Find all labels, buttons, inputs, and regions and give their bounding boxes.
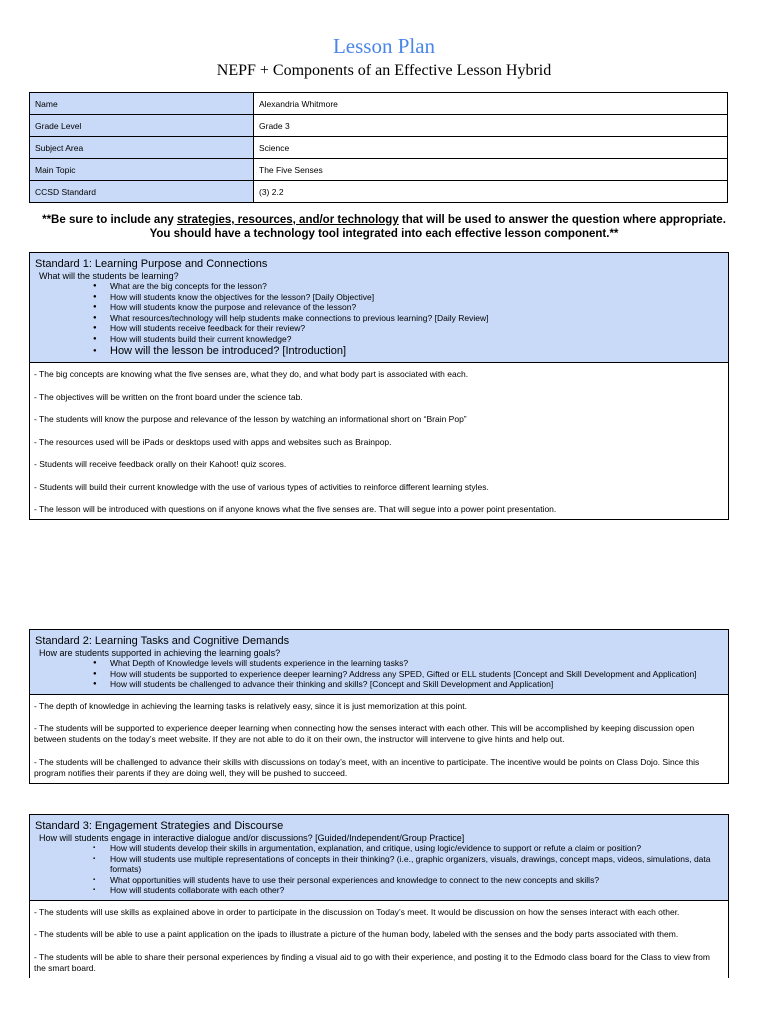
standard-3-section	[29, 814, 729, 978]
info-value: The Five Senses	[254, 159, 728, 181]
list-item: ● How will students know the objectives for the lesson? [Daily Objective]	[35, 292, 722, 303]
info-row-topic	[30, 159, 728, 181]
list-item: ● How will students know the purpose and relevance of the lesson?	[35, 302, 722, 313]
list-item: ▪ How will students use multiple representations of concepts in their thinking? (i.e., graphic organizers, visuals, drawings, concept maps, videos, simulations, data formats)	[35, 854, 722, 875]
standard-3-heading: Standard 3: Engagement Strategies and Discourse	[35, 820, 284, 832]
info-label: Name	[30, 93, 254, 115]
list-item: ● How will the lesson be introduced? [Introduction]	[35, 344, 722, 358]
list-item: ▪ How will students collaborate with each other?	[35, 885, 722, 896]
response-paragraph: - Students will receive feedback orally on their Kahoot! quiz scores.	[34, 459, 287, 469]
list-item: ● What resources/technology will help students make connections to previous learning? [Daily Review]	[35, 313, 722, 324]
standard-3-question: How will students engage in interactive dialogue and/or discussions? [Guided/Independent/Group Practice]	[39, 833, 465, 843]
notice-text: that will be used to answer the question where appropriate. You should have a technology tool integrated into each effective lesson component.**	[149, 214, 726, 240]
list-item: ● How will students receive feedback for their review?	[35, 323, 722, 334]
standard-3-header	[30, 815, 728, 901]
standard-2-heading: Standard 2: Learning Tasks and Cognitive Demands	[35, 635, 290, 647]
response-paragraph: - The objectives will be written on the front board under the science tab.	[34, 391, 303, 402]
info-value: (3) 2.2	[254, 181, 728, 203]
list-item: ● What Depth of Knowledge levels will students experience in the learning tasks?	[35, 658, 722, 669]
notice-underlined-text: strategies, resources, and/or technology	[176, 214, 399, 226]
list-item: ▪ What opportunities will students have to use their personal experiences and knowledge to connect to the new concepts and skills?	[35, 875, 722, 886]
info-row-standard	[30, 181, 728, 203]
standard-2-prompt-list	[35, 658, 722, 690]
standard-3-prompt-list	[35, 843, 722, 896]
standard-2-responses	[30, 695, 728, 783]
response-paragraph: - The resources used will be iPads or desktops used with apps and websites such as Brainpop.	[34, 436, 392, 447]
response-paragraph: - The students will be able to use a paint application on the ipads to illustrate a picture of the human body, labeled with the senses and the body parts associated with them.	[34, 929, 679, 939]
standard-1-heading: Standard 1: Learning Purpose and Connections	[35, 258, 268, 270]
standard-1-prompt-list	[35, 281, 722, 358]
response-paragraph: - The students will know the purpose and relevance of the lesson by watching an informational short on “Brain Pop”	[34, 414, 467, 424]
list-item: ▪ How will students develop their skills in argumentation, explanation, and critique, using logic/evidence to support or refute a claim or position?	[35, 843, 722, 854]
standard-1-responses	[30, 363, 728, 519]
response-paragraph: - The students will use skills as explained above in order to participate in the discussion on Today’s meet. It would be discussion on how the senses interact with each other.	[34, 906, 680, 917]
info-row-name	[30, 93, 728, 115]
list-item: ● How will students be challenged to advance their thinking and skills? [Concept and Skill Development and Application]	[35, 679, 722, 690]
response-paragraph: - The big concepts are knowing what the five senses are, what they do, and what body part is associated with each.	[34, 369, 469, 379]
standard-1-section	[29, 252, 729, 520]
standard-3-responses	[30, 901, 728, 978]
info-label: CCSD Standard	[30, 181, 254, 203]
info-label: Main Topic	[30, 159, 254, 181]
standard-1-question: What will the students be learning?	[39, 271, 179, 281]
response-paragraph: - The students will be supported to experience deeper learning when connecting how the senses interact with each other. This will be accomplished by keeping discussion open between students on the today’s meet website. If they are not able to do it on their own, the instructor will intervene to give hints and help out.	[34, 723, 695, 744]
list-item: ● What are the big concepts for the lesson?	[35, 281, 722, 292]
response-paragraph: - The students will be challenged to advance their skills with discussions on today’s meet, with an incentive to participate. The incentive would be points on Class Dojo. Since this program notifies their parents if they are doing well, they will be pushed to succeed.	[34, 756, 700, 778]
response-paragraph: - Students will build their current knowledge with the use of various types of activities to reinforce different learning styles.	[34, 481, 489, 492]
info-row-subject	[30, 137, 728, 159]
standard-1-header	[30, 253, 728, 363]
response-paragraph: - The depth of knowledge in achieving the learning tasks is relatively easy, since it is just memorization at this point.	[34, 700, 467, 711]
info-value: Alexandria Whitmore	[254, 93, 728, 115]
notice-text: **Be sure to include any	[42, 214, 177, 226]
info-value: Grade 3	[254, 115, 728, 137]
list-item: ● How will students be supported to experience deeper learning? Address any SPED, Gifted or ELL students [Concept and Skill Development and Application]	[35, 669, 722, 680]
page-subtitle: NEPF + Components of an Effective Lesson Hybrid	[216, 62, 552, 79]
info-label: Subject Area	[30, 137, 254, 159]
lesson-info-table	[29, 92, 728, 203]
standard-2-header	[30, 630, 728, 695]
info-row-grade	[30, 115, 728, 137]
response-paragraph: - The students will be able to share their personal experiences by finding a visual aid to go with their experience, and posting it to the Edmodo class board for the Class to view from the smart board.	[34, 951, 710, 973]
list-item: ● How will students build their current knowledge?	[35, 334, 722, 345]
standard-2-section	[29, 629, 729, 784]
page-title: Lesson Plan	[332, 34, 436, 58]
info-value: Science	[254, 137, 728, 159]
response-paragraph: - The lesson will be introduced with questions on if anyone knows what the five senses are. That will segue into a power point presentation.	[34, 504, 557, 514]
info-label: Grade Level	[30, 115, 254, 137]
standard-2-question: How are students supported in achieving the learning goals?	[39, 648, 281, 658]
instructions-notice	[40, 213, 728, 241]
